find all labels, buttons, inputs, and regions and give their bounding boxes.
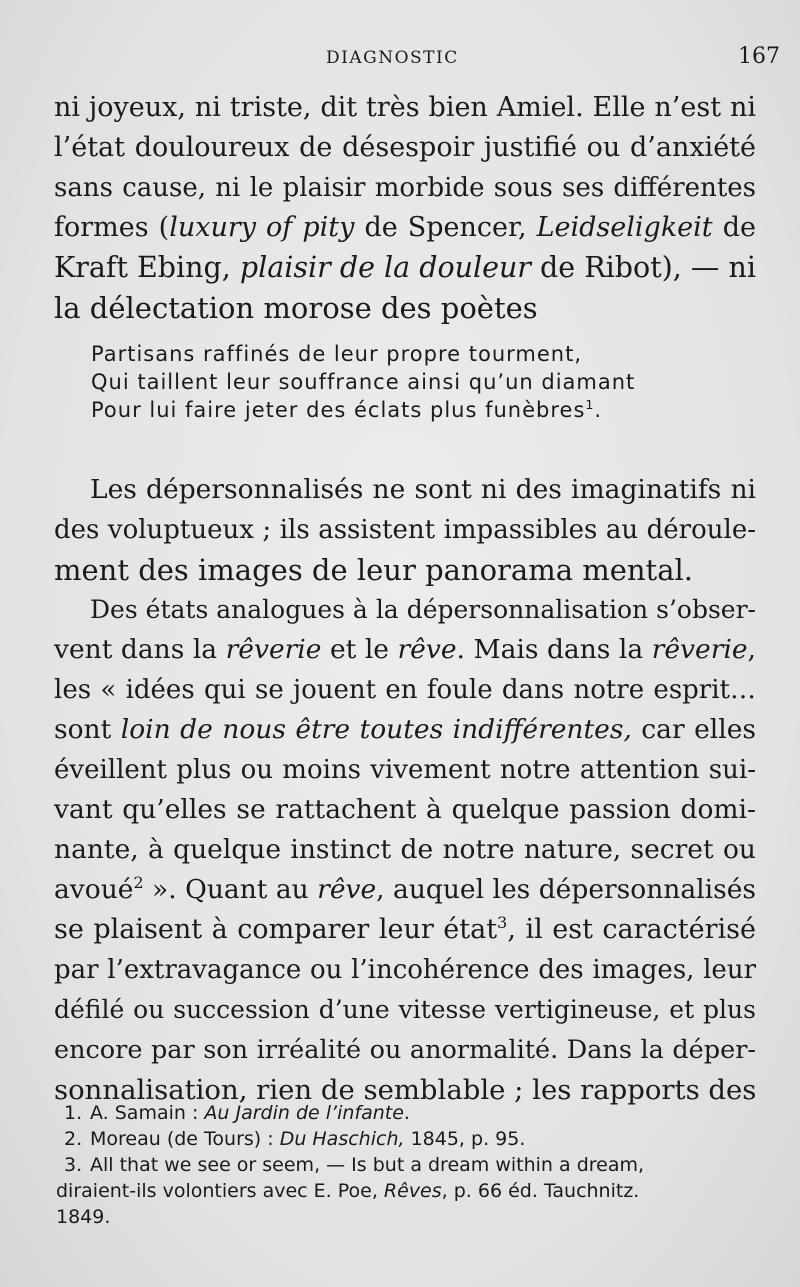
text-run: et le [321, 634, 398, 665]
text-run: se plaisent à comparer leur état [54, 914, 498, 945]
text-line: par l’extravagance ou l’incohérence des images, leur [54, 955, 756, 985]
text-line: sonnalisation, rien de semblable ; les rapports des [54, 1074, 757, 1106]
italic-text: rêve [317, 874, 377, 905]
text-line: éveillent plus ou moins vivement notre attention sui- [54, 755, 756, 785]
footnote-number: 2. [64, 1128, 83, 1150]
text-line: défilé ou succession d’une vitesse vertigineuse, et plus [54, 995, 756, 1024]
text-run: 1845, p. 95. [404, 1128, 526, 1150]
text-line: Les dépersonnalisés ne sont ni des imaginatifs ni [90, 474, 756, 505]
text-line [54, 630, 756, 670]
italic-text: loin de nous être toutes indifférentes, [120, 714, 632, 745]
footnote-continuation [56, 1204, 756, 1230]
italic-text: luxury of pity [169, 212, 355, 243]
footnote-continuation [56, 1178, 756, 1204]
verse-line: Qui taillent leur souffrance ainsi qu’un diamant [91, 370, 636, 394]
text-run: vent dans la [54, 634, 226, 665]
text-run: , p. 66 éd. Tauchnitz. [441, 1180, 640, 1202]
text-run: , auquel les dépersonnalisés [376, 874, 756, 905]
running-title: DIAGNOSTIC [326, 48, 459, 68]
italic-text: Leidseligkeit [536, 212, 713, 243]
text-run: , [747, 634, 756, 665]
italic-text: Du Haschich, [279, 1128, 405, 1150]
footnote-mark: 2 [133, 873, 144, 893]
text-line: les « idées qui se jouent en foule dans notre esprit… [54, 675, 756, 705]
verse-quotation [91, 340, 711, 424]
text-line: Des états analogues à la dépersonnalisation s’obser- [90, 595, 756, 624]
text-run: sont [54, 714, 121, 745]
footnote [64, 1100, 756, 1126]
text-line: ni joyeux, ni triste, dit très bien Amiel. Elle n’est ni [54, 92, 756, 123]
footnote-number: 3. [64, 1154, 83, 1176]
italic-text: rêverie [225, 634, 322, 665]
text-line [54, 710, 756, 750]
text-line: la délectation morose des poètes [54, 291, 538, 325]
text-line [54, 910, 756, 950]
text-run: avoué [54, 874, 134, 905]
text-run: , il est caractérisé [507, 914, 756, 945]
text-line [54, 870, 756, 910]
text-line: sans cause, ni le plaisir morbide sous ses différentes [54, 173, 756, 203]
footnotes [56, 1100, 756, 1230]
text-line: encore par son irréalité ou anormalité. Dans la déper- [54, 1035, 756, 1065]
text-run: formes ( [54, 212, 170, 243]
text-run: ». Quant au [143, 874, 318, 905]
text-run: A. Samain : [90, 1102, 205, 1124]
text-line: ment des images de leur panorama mental. [54, 553, 693, 587]
text-run: . [594, 398, 603, 422]
verse-line [91, 396, 711, 424]
text-run: All that we see or seem, — Is but a dream within a dream, [90, 1154, 645, 1176]
text-run: car elles [631, 714, 756, 745]
italic-text: plaisir de la douleur [239, 251, 531, 284]
text-run: de Ribot), — ni [530, 251, 756, 284]
italic-text: rêve [397, 634, 457, 665]
italic-text: Rêves [383, 1180, 442, 1202]
footnote-mark: 3 [497, 913, 508, 932]
text-run: de Spencer, [354, 212, 537, 243]
text-line: vant qu’elles se rattachent à quelque passion domi- [54, 794, 756, 825]
paragraph-2-3 [54, 470, 756, 1110]
italic-text: Au Jardin de l’infante [204, 1102, 404, 1124]
text-run: diraient-ils volontiers avec E. Poe, [56, 1180, 384, 1202]
text-line: nante, à quelque instinct de notre nature, secret ou [54, 834, 756, 865]
text-line: des voluptueux ; ils assistent impassibles au déroule- [54, 515, 756, 545]
text-run: 1849. [56, 1206, 111, 1228]
text-line [54, 208, 756, 248]
footnote [64, 1152, 756, 1178]
verse-line: Partisans raffinés de leur propre tourment, [91, 342, 582, 366]
text-run: . [403, 1102, 410, 1124]
text-run: Pour lui faire jeter des éclats plus funèbres [91, 398, 586, 422]
page-header [0, 44, 800, 74]
text-run: de [712, 212, 756, 243]
footnote-number: 1. [64, 1102, 83, 1124]
footnote [64, 1126, 756, 1152]
text-line [54, 248, 756, 288]
text-run: . Mais dans la [456, 634, 652, 665]
italic-text: rêverie [651, 634, 748, 665]
paragraph-1 [54, 88, 756, 328]
footnote-mark: 1 [585, 397, 595, 412]
text-run: Moreau (de Tours) : [90, 1128, 280, 1150]
page-number: 167 [738, 44, 780, 69]
text-line: l’état douloureux de désespoir justifié ou d’anxiété [54, 132, 756, 163]
text-run: Kraft Ebing, [54, 251, 240, 284]
